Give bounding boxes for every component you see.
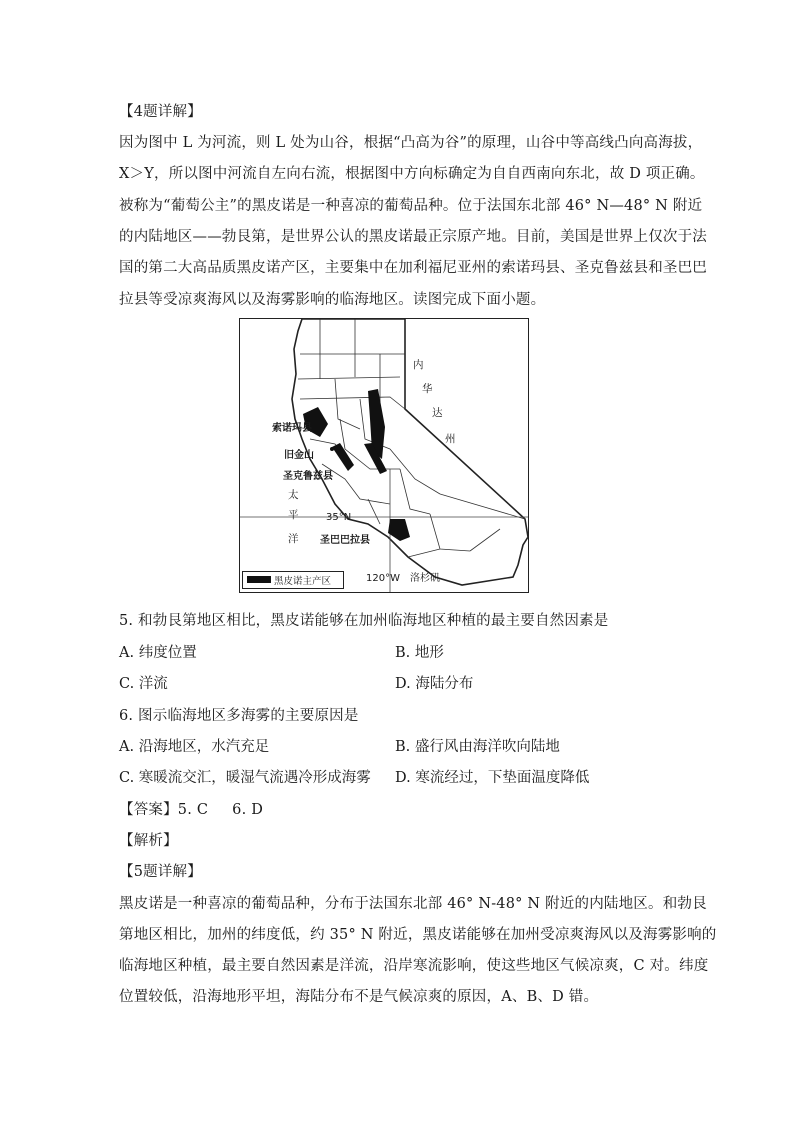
intro-line: 拉县等受凉爽海风以及海雾影响的临海地区。读图完成下面小题。	[119, 292, 546, 308]
legend-swatch	[247, 576, 271, 583]
label-los-angeles: 洛杉矶	[410, 573, 440, 584]
paragraph-line: 因为图中 L 为河流，则 L 处为山谷，根据“凸高为谷”的原理，山谷中等高线凸向高海拔，	[119, 135, 703, 151]
q5-option-b: B. 地形	[395, 645, 444, 661]
legend-label: 黑皮诺主产区	[274, 576, 332, 587]
label-nevada-2: 华	[422, 383, 433, 395]
label-pacific-1: 太	[288, 489, 299, 501]
label-nevada-1: 内	[413, 359, 424, 371]
label-pacific-2: 平	[288, 509, 299, 521]
q5-option-a: A. 纬度位置	[119, 645, 197, 661]
section-4-heading: 【4题详解】	[119, 104, 202, 120]
label-lon-120: 120°W	[366, 573, 400, 584]
region-santa-barbara	[388, 519, 410, 541]
california-map	[239, 318, 529, 593]
intro-line: 国的第二大高品质黑皮诺产区，主要集中在加利福尼亚州的索诺玛县、圣克鲁兹县和圣巴巴	[119, 260, 707, 276]
answer-line: 【答案】5. C 6. D	[119, 802, 264, 818]
label-sonoma: 索诺玛县	[272, 423, 312, 434]
analysis-heading: 【解析】	[119, 833, 178, 849]
label-nevada-3: 达	[432, 407, 443, 419]
q6-option-d: D. 寒流经过，下垫面温度降低	[395, 770, 590, 786]
label-pacific-3: 洋	[288, 533, 299, 545]
q6-option-c: C. 寒暖流交汇，暖湿气流遇冷形成海雾	[119, 770, 371, 786]
label-nevada-4: 州	[445, 433, 456, 445]
label-santa-cruz: 圣克鲁兹县	[283, 471, 333, 482]
region-santa-cruz	[332, 443, 354, 471]
map-legend	[242, 571, 344, 589]
label-lat-35: 35°N	[326, 512, 352, 523]
label-santa-barbara: 圣巴巴拉县	[320, 535, 370, 546]
explanation-line: 第地区相比，加州的纬度低，约 35° N 附近，黑皮诺能够在加州受凉爽海风以及海雾影响的	[119, 927, 717, 943]
q6-option-a: A. 沿海地区，水汽充足	[119, 739, 270, 755]
explanation-line: 位置较低，沿海地形平坦，海陆分布不是气候凉爽的原因，A、B、D 错。	[119, 989, 599, 1005]
explanation-line: 临海地区种植，最主要自然因素是洋流，沿岸寒流影响，使这些地区气候凉爽，C 对。纬度	[119, 958, 709, 974]
pinot-regions	[303, 389, 410, 541]
intro-line: 的内陆地区——勃艮第，是世界公认的黑皮诺最正宗原产地。目前，美国是世界上仅次于法	[119, 229, 707, 245]
explanation-line: 黑皮诺是一种喜凉的葡萄品种，分布于法国东北部 46° N-48° N 附近的内陆地区。和勃艮	[119, 896, 707, 912]
section-5-heading: 【5题详解】	[119, 864, 202, 880]
q6-option-b: B. 盛行风由海洋吹向陆地	[395, 739, 560, 755]
sf-marker	[330, 447, 334, 451]
question-5-stem: 5. 和勃艮第地区相比，黑皮诺能够在加州临海地区种植的最主要自然因素是	[119, 613, 609, 629]
q5-option-c: C. 洋流	[119, 676, 168, 692]
label-san-francisco: 旧金山	[284, 450, 314, 461]
intro-line: 被称为“葡萄公主”的黑皮诺是一种喜凉的葡萄品种。位于法国东北部 46° N—48° N 附近	[119, 198, 703, 214]
q5-option-d: D. 海陆分布	[395, 676, 474, 692]
paragraph-line: X＞Y，所以图中河流自左向右流，根据图中方向标确定为自自西南向东北，故 D 项正确。	[119, 166, 705, 182]
question-6-stem: 6. 图示临海地区多海雾的主要原因是	[119, 708, 359, 724]
